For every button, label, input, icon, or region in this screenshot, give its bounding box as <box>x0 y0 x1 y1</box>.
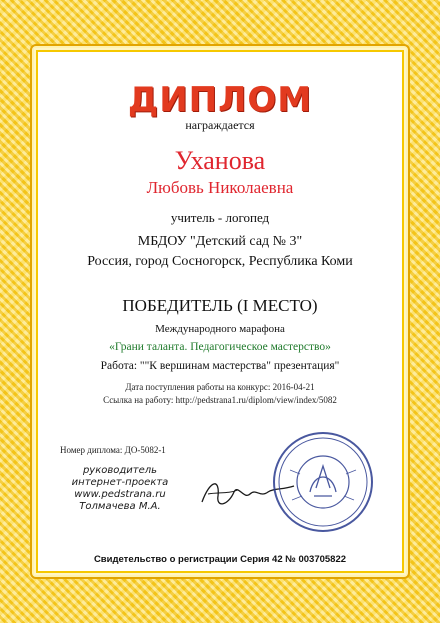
signature-line: руководитель <box>82 465 158 476</box>
signature-line: www.pedstrana.ru <box>74 489 166 500</box>
diploma-subtitle: награждается <box>185 118 255 132</box>
received-date: Дата поступления работы на конкурс: 2016-04-21 <box>125 382 315 392</box>
recipient-given-names: Любовь Николаевна <box>146 178 294 197</box>
work-link: Ссылка на работу: http://pedstrana1.ru/diplom/view/index/5082 <box>103 395 337 405</box>
signature-line: интернет-проекта <box>71 477 169 488</box>
signature-line: Толмачева М.А. <box>79 501 161 512</box>
round-stamp <box>270 430 376 534</box>
diploma-title: ДИПЛОМ <box>127 80 313 120</box>
recipient-position: учитель - логопед <box>170 210 270 225</box>
work-title: Работа: ""К вершинам мастерства" презентация" <box>100 360 340 372</box>
recipient-surname: Уханова <box>174 146 266 175</box>
signature-block <box>60 465 180 513</box>
diploma-content <box>38 52 402 571</box>
diploma-number: Номер диплома: ДО-5082-1 <box>60 445 166 455</box>
marathon-label: Международного марафона <box>155 323 285 335</box>
award-title: ПОБЕДИТЕЛЬ (I МЕСТО) <box>122 296 318 315</box>
registration-certificate: Свидетельство о регистрации Серия 42 № 003705822 <box>93 554 347 565</box>
recipient-organization: МБДОУ "Детский сад № 3" <box>137 234 303 249</box>
recipient-location: Россия, город Сосногорск, Республика Коми <box>87 254 353 269</box>
project-name: «Грани таланта. Педагогическое мастерство» <box>109 341 331 353</box>
